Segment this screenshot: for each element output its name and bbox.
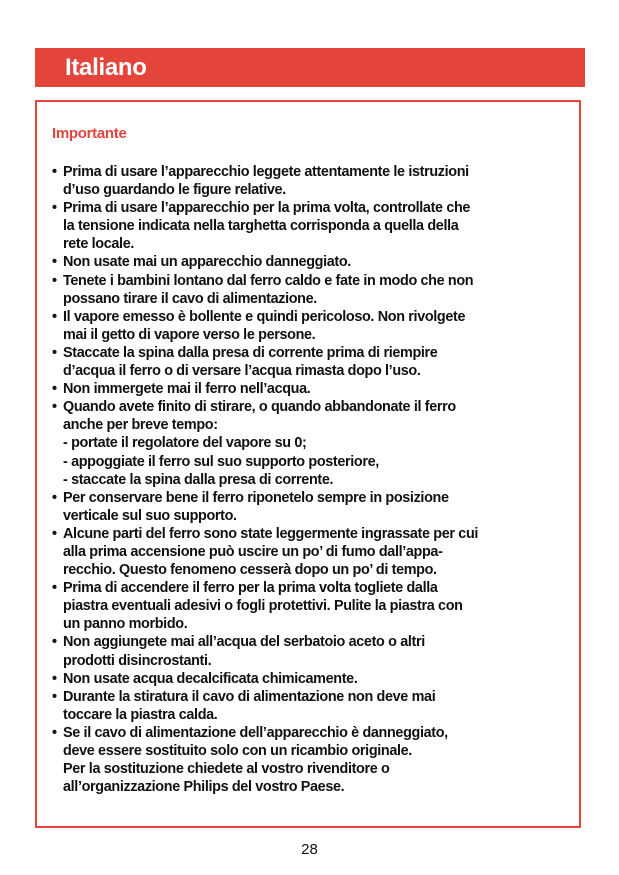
bullet-icon: • (52, 254, 57, 271)
list-item (52, 525, 582, 579)
list-item-line: piastra eventuali adesivi o fogli protettivi. Pulite la piastra con (63, 598, 463, 615)
list-item-line: prodotti disincrostanti. (63, 652, 212, 669)
list-item-line: un panno morbido. (63, 616, 188, 633)
bullet-icon: • (52, 688, 57, 705)
list-item-line: d’uso guardando le figure relative. (63, 182, 286, 199)
bullet-icon: • (52, 164, 57, 180)
list-item-line: - staccate la spina dalla presa di corrente. (63, 471, 334, 488)
bullet-icon: • (52, 580, 57, 597)
list-item-line: possano tirare il cavo di alimentazione. (63, 290, 317, 307)
list-item (52, 253, 582, 271)
list-item-line: Non aggiungete mai all’acqua del serbatoio aceto o altri (63, 634, 425, 651)
bullet-icon: • (52, 200, 57, 217)
language-header-bar (35, 48, 585, 87)
list-item (52, 633, 582, 669)
list-item-line: Tenete i bambini lontano dal ferro caldo e fate in modo che non (63, 272, 474, 289)
list-item-line: - appoggiate il ferro sul suo supporto posteriore, (63, 453, 379, 470)
list-item (52, 199, 582, 253)
list-item-line: rete locale. (63, 236, 134, 253)
list-item-line: Non usate acqua decalcificata chimicamente. (63, 670, 358, 687)
bullet-icon: • (52, 724, 57, 741)
list-item-line: Prima di accendere il ferro per la prima volta togliete dalla (63, 580, 438, 597)
list-item-line: Non immergete mai il ferro nell’acqua. (63, 381, 311, 398)
list-item-line: Se il cavo di alimentazione dell’apparecchio è danneggiato, (63, 724, 448, 741)
language-title: Italiano (65, 54, 147, 81)
list-item-line: Durante la stiratura il cavo di alimentazione non deve mai (63, 688, 436, 705)
list-item-line: d’acqua il ferro o di versare l’acqua rimasta dopo l’uso. (63, 363, 421, 380)
list-item (52, 724, 582, 796)
list-item-line: la tensione indicata nella targhetta corrisponda a quella della (63, 218, 459, 235)
list-item-line: Alcune parti del ferro sono state leggermente ingrassate per cui (63, 525, 479, 542)
list-item-line: Staccate la spina dalla presa di corrente prima di riempire (63, 344, 438, 361)
list-item-line: verticale sul suo supporto. (63, 507, 237, 524)
list-item-line: Prima di usare l’apparecchio leggete attentamente le istruzioni (63, 164, 469, 180)
list-item (52, 670, 582, 688)
list-item-line: Per conservare bene il ferro riponetelo sempre in posizione (63, 489, 449, 506)
instruction-list (52, 163, 582, 796)
list-item (52, 688, 582, 724)
list-item (52, 308, 582, 344)
list-item-line: Quando avete finito di stirare, o quando abbandonate il ferro (63, 399, 456, 416)
bullet-icon: • (52, 381, 57, 398)
list-item-line: Per la sostituzione chiedete al vostro rivenditore o (63, 761, 390, 778)
list-item (52, 272, 582, 308)
section-title: Importante (52, 125, 127, 142)
bullet-icon: • (52, 308, 57, 325)
list-item (52, 489, 582, 525)
list-item-line: anche per breve tempo: (63, 417, 218, 434)
bullet-icon: • (52, 399, 57, 416)
list-item (52, 398, 582, 488)
list-item-line: toccare la piastra calda. (63, 706, 218, 723)
list-item-line: Prima di usare l’apparecchio per la prima volta, controllate che (63, 200, 471, 217)
list-item-line: alla prima accensione può uscire un po’ di fumo dall’appa- (63, 543, 443, 560)
list-item-line: deve essere sostituito solo con un ricambio originale. (63, 743, 412, 759)
list-item-line: - portate il regolatore del vapore su 0; (63, 435, 307, 452)
list-item-line: recchio. Questo fenomeno cesserà dopo un po’ di tempo. (63, 562, 437, 579)
list-item (52, 579, 582, 633)
bullet-icon: • (52, 344, 57, 361)
bullet-icon: • (52, 670, 57, 687)
list-item-line: Non usate mai un apparecchio danneggiato. (63, 254, 351, 271)
list-item-line: mai il getto di vapore verso le persone. (63, 326, 316, 343)
list-item (52, 344, 582, 380)
list-item (52, 163, 582, 199)
bullet-icon: • (52, 272, 57, 289)
list-item-line: Il vapore emesso è bollente e quindi pericoloso. Non rivolgete (63, 308, 466, 325)
page-number: 28 (301, 841, 318, 858)
bullet-icon: • (52, 489, 57, 506)
list-item-line: all’organizzazione Philips del vostro Paese. (63, 779, 345, 796)
bullet-icon: • (52, 634, 57, 651)
list-item (52, 380, 582, 398)
bullet-icon: • (52, 525, 57, 542)
